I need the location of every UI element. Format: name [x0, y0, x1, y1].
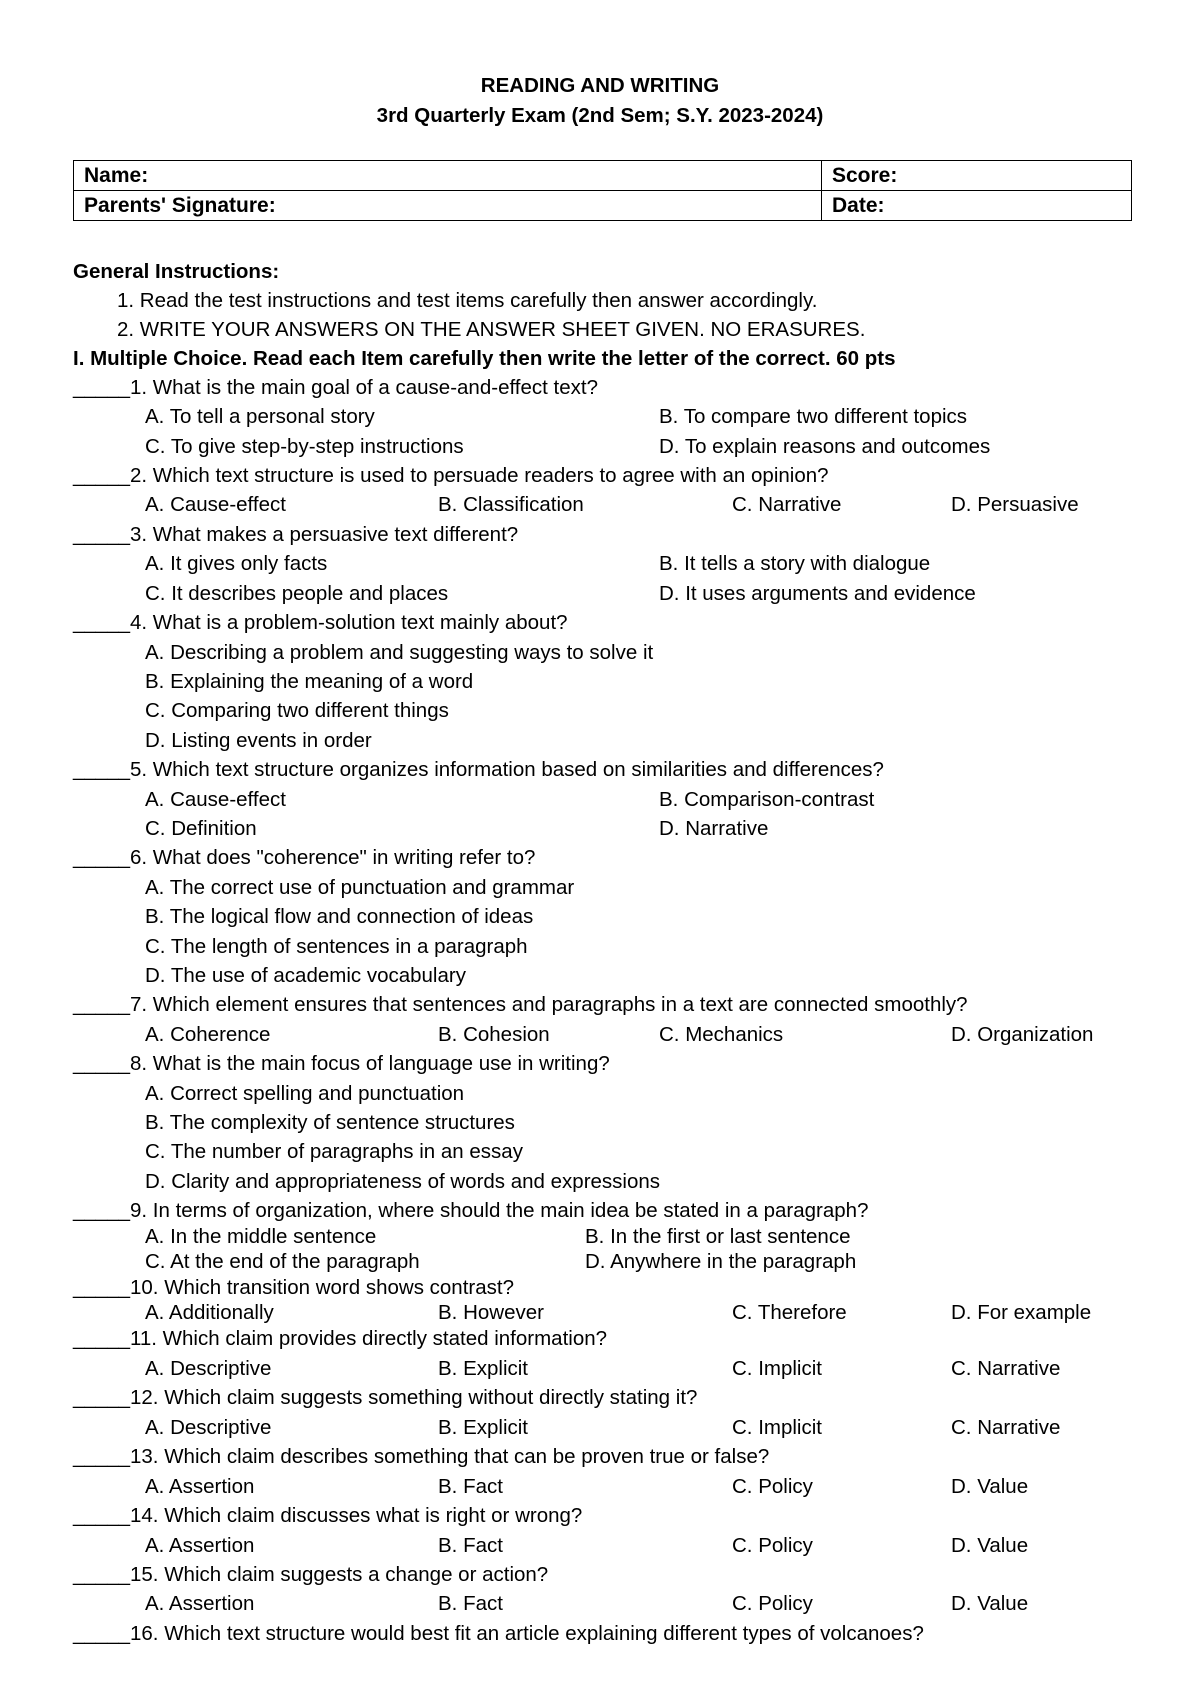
option: A. In the middle sentence: [145, 1225, 377, 1248]
instructions-heading: General Instructions:: [73, 260, 280, 283]
option: A. Describing a problem and suggesting ways to solve it: [145, 641, 654, 664]
option: D. Value: [951, 1475, 1029, 1498]
name-field[interactable]: Name:: [74, 161, 822, 191]
option: C. The length of sentences in a paragraph: [145, 935, 528, 958]
option: C. Implicit: [732, 1416, 822, 1439]
option: A. To tell a personal story: [145, 405, 375, 428]
option: B. The logical flow and connection of ideas: [145, 905, 534, 928]
option: B. However: [438, 1301, 544, 1324]
option: A. Assertion: [145, 1592, 255, 1615]
option: C. To give step-by-step instructions: [145, 435, 464, 458]
option: A. Descriptive: [145, 1357, 272, 1380]
question-3: _____3. What makes a persuasive text different?: [73, 523, 519, 546]
question-5: _____5. Which text structure organizes information based on similarities and differences?: [73, 758, 884, 781]
score-field[interactable]: Score:: [822, 161, 1132, 191]
option: C. Mechanics: [659, 1023, 784, 1046]
option: B. To compare two different topics: [659, 405, 968, 428]
option: D. Value: [951, 1534, 1029, 1557]
option: C. At the end of the paragraph: [145, 1250, 420, 1273]
option: A. Assertion: [145, 1534, 255, 1557]
option: A. Correct spelling and punctuation: [145, 1082, 465, 1105]
option: C. It describes people and places: [145, 582, 449, 605]
question-4: _____4. What is a problem-solution text mainly about?: [73, 611, 568, 634]
option: C. Implicit: [732, 1357, 822, 1380]
option: B. Fact: [438, 1475, 503, 1498]
option: D. For example: [951, 1301, 1092, 1324]
option: A. The correct use of punctuation and grammar: [145, 876, 575, 899]
option: C. Policy: [732, 1475, 813, 1498]
option: C. Comparing two different things: [145, 699, 449, 722]
option: B. Explaining the meaning of a word: [145, 670, 474, 693]
question-2: _____2. Which text structure is used to persuade readers to agree with an opinion?: [73, 464, 829, 487]
option: B. Comparison-contrast: [659, 788, 875, 811]
exam-subtitle: 3rd Quarterly Exam (2nd Sem; S.Y. 2023-2024): [376, 104, 824, 127]
option: A. Assertion: [145, 1475, 255, 1498]
date-field[interactable]: Date:: [822, 191, 1132, 221]
question-11: _____11. Which claim provides directly stated information?: [73, 1327, 608, 1350]
option: B. Classification: [438, 493, 584, 516]
option: B. The complexity of sentence structures: [145, 1111, 515, 1134]
student-info-table: [73, 160, 1132, 221]
option: D. To explain reasons and outcomes: [659, 435, 991, 458]
question-12: _____12. Which claim suggests something without directly stating it?: [73, 1386, 698, 1409]
option: C. The number of paragraphs in an essay: [145, 1140, 523, 1163]
option: C. Policy: [732, 1534, 813, 1557]
question-15: _____15. Which claim suggests a change or action?: [73, 1563, 549, 1586]
option: C. Policy: [732, 1592, 813, 1615]
option: D. Organization: [951, 1023, 1094, 1046]
option: D. Value: [951, 1592, 1029, 1615]
option: C. Narrative: [732, 493, 842, 516]
question-7: _____7. Which element ensures that sentences and paragraphs in a text are connected smoothly?: [73, 993, 968, 1016]
option: B. Cohesion: [438, 1023, 550, 1046]
option: A. Coherence: [145, 1023, 271, 1046]
question-13: _____13. Which claim describes something that can be proven true or false?: [73, 1445, 770, 1468]
option: C. Narrative: [951, 1357, 1061, 1380]
option: B. Fact: [438, 1534, 503, 1557]
option: A. Cause-effect: [145, 493, 286, 516]
question-1: _____1. What is the main goal of a cause-and-effect text?: [73, 376, 598, 399]
instruction-item: 1. Read the test instructions and test items carefully then answer accordingly.: [117, 289, 818, 312]
option: D. Anywhere in the paragraph: [585, 1250, 857, 1273]
signature-field[interactable]: Parents' Signature:: [74, 191, 822, 221]
option: D. It uses arguments and evidence: [659, 582, 976, 605]
question-10: _____10. Which transition word shows contrast?: [73, 1276, 514, 1299]
question-8: _____8. What is the main focus of language use in writing?: [73, 1052, 610, 1075]
question-9: _____9. In terms of organization, where should the main idea be stated in a paragraph?: [73, 1199, 869, 1222]
option: A. Descriptive: [145, 1416, 272, 1439]
option: B. It tells a story with dialogue: [659, 552, 931, 575]
option: A. Additionally: [145, 1301, 274, 1324]
option: D. Listing events in order: [145, 729, 372, 752]
instruction-item: 2. WRITE YOUR ANSWERS ON THE ANSWER SHEET GIVEN. NO ERASURES.: [117, 318, 866, 341]
option: C. Narrative: [951, 1416, 1061, 1439]
option: A. It gives only facts: [145, 552, 328, 575]
option: D. Narrative: [659, 817, 769, 840]
exam-title: READING AND WRITING: [480, 74, 720, 97]
option: A. Cause-effect: [145, 788, 286, 811]
option: C. Therefore: [732, 1301, 847, 1324]
option: B. In the first or last sentence: [585, 1225, 851, 1248]
option: D. Clarity and appropriateness of words and expressions: [145, 1170, 661, 1193]
question-14: _____14. Which claim discusses what is right or wrong?: [73, 1504, 583, 1527]
option: D. The use of academic vocabulary: [145, 964, 466, 987]
option: C. Definition: [145, 817, 257, 840]
option: B. Explicit: [438, 1416, 528, 1439]
option: B. Explicit: [438, 1357, 528, 1380]
section-title: I. Multiple Choice. Read each Item carefully then write the letter of the correct. 60 pts: [73, 347, 896, 370]
option: D. Persuasive: [951, 493, 1079, 516]
question-16: _____16. Which text structure would best fit an article explaining different types of volcanoes?: [73, 1622, 924, 1645]
question-6: _____6. What does "coherence" in writing refer to?: [73, 846, 536, 869]
option: B. Fact: [438, 1592, 503, 1615]
